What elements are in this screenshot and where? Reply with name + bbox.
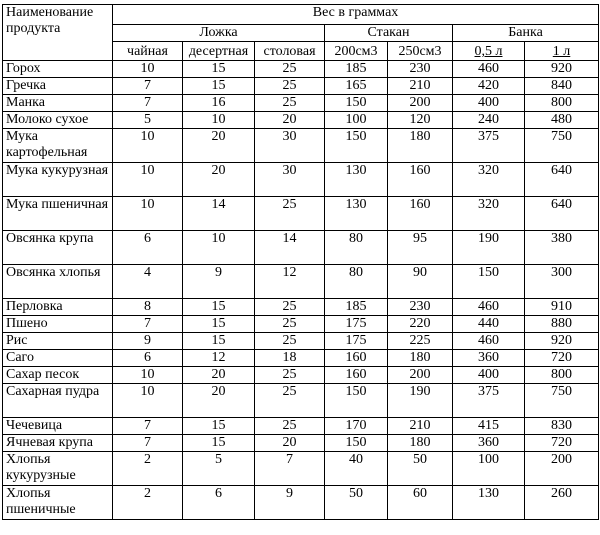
weight-cell-glass-200: 175 xyxy=(325,333,388,350)
product-name-cell: Овсянка хлопья xyxy=(3,265,113,299)
weight-cell-jar-half-liter: 375 xyxy=(453,129,525,163)
weight-cell-jar-one-liter: 750 xyxy=(525,384,599,418)
weight-cell-tablespoon: 30 xyxy=(255,129,325,163)
weight-cell-jar-half-liter: 360 xyxy=(453,350,525,367)
product-name-cell: Мука картофельная xyxy=(3,129,113,163)
product-name-cell: Овсянка крупа xyxy=(3,231,113,265)
product-name-cell: Сахарная пудра xyxy=(3,384,113,418)
weight-cell-dessert-spoon: 6 xyxy=(183,486,255,520)
product-name-cell: Мука пшеничная xyxy=(3,197,113,231)
table-row xyxy=(3,129,599,163)
weight-cell-tablespoon: 25 xyxy=(255,61,325,78)
weight-cell-glass-250: 60 xyxy=(388,486,453,520)
weight-cell-teaspoon: 6 xyxy=(113,231,183,265)
weight-cell-glass-250: 90 xyxy=(388,265,453,299)
weight-cell-tablespoon: 14 xyxy=(255,231,325,265)
weight-cell-teaspoon: 9 xyxy=(113,333,183,350)
weight-cell-tablespoon: 25 xyxy=(255,78,325,95)
weight-cell-jar-half-liter: 460 xyxy=(453,333,525,350)
weight-cell-teaspoon: 2 xyxy=(113,486,183,520)
weight-cell-dessert-spoon: 20 xyxy=(183,129,255,163)
weight-cell-glass-250: 120 xyxy=(388,112,453,129)
weight-cell-glass-250: 225 xyxy=(388,333,453,350)
product-name-cell: Молоко сухое xyxy=(3,112,113,129)
weight-cell-teaspoon: 7 xyxy=(113,78,183,95)
weight-cell-tablespoon: 25 xyxy=(255,316,325,333)
weight-cell-jar-half-liter: 100 xyxy=(453,452,525,486)
weight-cell-teaspoon: 7 xyxy=(113,418,183,435)
subheader-jar-one-liter xyxy=(525,42,599,61)
product-name-header: Наименование продукта xyxy=(3,5,113,61)
weight-cell-glass-250: 230 xyxy=(388,299,453,316)
weight-cell-glass-200: 150 xyxy=(325,435,388,452)
weight-cell-jar-one-liter: 920 xyxy=(525,61,599,78)
weight-cell-jar-one-liter: 200 xyxy=(525,452,599,486)
product-name-cell: Манка xyxy=(3,95,113,112)
table-row xyxy=(3,486,599,520)
weight-cell-glass-200: 160 xyxy=(325,350,388,367)
weight-cell-glass-250: 180 xyxy=(388,350,453,367)
product-name-cell: Саго xyxy=(3,350,113,367)
group-header-spoon: Ложка xyxy=(113,25,325,42)
weight-cell-jar-one-liter: 260 xyxy=(525,486,599,520)
weight-cell-teaspoon: 6 xyxy=(113,350,183,367)
weight-cell-glass-200: 100 xyxy=(325,112,388,129)
weight-cell-jar-one-liter: 800 xyxy=(525,367,599,384)
table-row xyxy=(3,452,599,486)
weight-cell-dessert-spoon: 10 xyxy=(183,231,255,265)
weight-cell-glass-200: 185 xyxy=(325,61,388,78)
weight-cell-jar-half-liter: 150 xyxy=(453,265,525,299)
weight-cell-jar-half-liter: 130 xyxy=(453,486,525,520)
weight-cell-glass-250: 95 xyxy=(388,231,453,265)
weight-cell-jar-one-liter: 830 xyxy=(525,418,599,435)
weight-cell-jar-half-liter: 440 xyxy=(453,316,525,333)
weight-cell-teaspoon: 10 xyxy=(113,61,183,78)
subheader-teaspoon: чайная xyxy=(113,42,183,61)
weight-cell-dessert-spoon: 15 xyxy=(183,78,255,95)
weight-cell-jar-half-liter: 420 xyxy=(453,78,525,95)
table-row xyxy=(3,384,599,418)
weight-cell-tablespoon: 20 xyxy=(255,435,325,452)
weight-cell-glass-250: 190 xyxy=(388,384,453,418)
weight-cell-tablespoon: 30 xyxy=(255,163,325,197)
weight-cell-jar-half-liter: 460 xyxy=(453,61,525,78)
weight-cell-tablespoon: 25 xyxy=(255,418,325,435)
weights-table xyxy=(2,4,599,520)
subheader-jar-half-liter-label: 0,5 л xyxy=(474,44,503,59)
subheader-jar-one-liter-label: 1 л xyxy=(552,44,571,59)
weight-cell-jar-one-liter: 800 xyxy=(525,95,599,112)
subheader-jar-half-liter xyxy=(453,42,525,61)
weight-cell-jar-one-liter: 840 xyxy=(525,78,599,95)
weight-cell-teaspoon: 10 xyxy=(113,129,183,163)
weight-cell-glass-250: 180 xyxy=(388,435,453,452)
weight-cell-glass-200: 80 xyxy=(325,231,388,265)
weight-cell-jar-one-liter: 910 xyxy=(525,299,599,316)
weight-cell-dessert-spoon: 15 xyxy=(183,418,255,435)
weight-cell-dessert-spoon: 15 xyxy=(183,316,255,333)
weight-cell-jar-one-liter: 640 xyxy=(525,163,599,197)
weight-cell-jar-half-liter: 360 xyxy=(453,435,525,452)
weight-cell-glass-250: 230 xyxy=(388,61,453,78)
product-name-cell: Перловка xyxy=(3,299,113,316)
subheader-tablespoon: столовая xyxy=(255,42,325,61)
group-header-glass: Стакан xyxy=(325,25,453,42)
weight-cell-jar-half-liter: 320 xyxy=(453,197,525,231)
table-row xyxy=(3,265,599,299)
table-row xyxy=(3,231,599,265)
weight-cell-tablespoon: 25 xyxy=(255,197,325,231)
weight-cell-tablespoon: 25 xyxy=(255,367,325,384)
weight-cell-jar-one-liter: 880 xyxy=(525,316,599,333)
weight-cell-dessert-spoon: 5 xyxy=(183,452,255,486)
weight-cell-tablespoon: 25 xyxy=(255,333,325,350)
weight-cell-jar-half-liter: 400 xyxy=(453,95,525,112)
weight-cell-jar-one-liter: 300 xyxy=(525,265,599,299)
table-row xyxy=(3,418,599,435)
weight-cell-tablespoon: 12 xyxy=(255,265,325,299)
weight-cell-jar-one-liter: 720 xyxy=(525,435,599,452)
weight-cell-glass-250: 200 xyxy=(388,367,453,384)
table-row xyxy=(3,61,599,78)
weight-cell-dessert-spoon: 14 xyxy=(183,197,255,231)
weight-cell-teaspoon: 8 xyxy=(113,299,183,316)
weight-cell-jar-half-liter: 415 xyxy=(453,418,525,435)
weight-cell-jar-half-liter: 240 xyxy=(453,112,525,129)
weight-cell-teaspoon: 7 xyxy=(113,435,183,452)
weight-header: Вес в граммах xyxy=(113,5,599,25)
table-row xyxy=(3,299,599,316)
weight-cell-teaspoon: 7 xyxy=(113,316,183,333)
weight-cell-tablespoon: 25 xyxy=(255,95,325,112)
product-name-cell: Хлопья кукурузные xyxy=(3,452,113,486)
table-row xyxy=(3,367,599,384)
weight-cell-teaspoon: 7 xyxy=(113,95,183,112)
weight-cell-teaspoon: 10 xyxy=(113,197,183,231)
weight-cell-dessert-spoon: 20 xyxy=(183,367,255,384)
weight-cell-jar-one-liter: 920 xyxy=(525,333,599,350)
weight-cell-jar-one-liter: 750 xyxy=(525,129,599,163)
product-name-cell: Гречка xyxy=(3,78,113,95)
weight-cell-glass-200: 130 xyxy=(325,197,388,231)
group-header-jar: Банка xyxy=(453,25,599,42)
weight-cell-teaspoon: 10 xyxy=(113,163,183,197)
product-name-cell: Чечевица xyxy=(3,418,113,435)
weight-cell-teaspoon: 2 xyxy=(113,452,183,486)
weight-cell-tablespoon: 7 xyxy=(255,452,325,486)
weight-cell-glass-200: 150 xyxy=(325,384,388,418)
weight-cell-tablespoon: 20 xyxy=(255,112,325,129)
weight-cell-jar-one-liter: 380 xyxy=(525,231,599,265)
weight-cell-teaspoon: 4 xyxy=(113,265,183,299)
subheader-dessert-spoon: десертная xyxy=(183,42,255,61)
table-row xyxy=(3,95,599,112)
weight-cell-glass-200: 150 xyxy=(325,129,388,163)
weight-cell-glass-200: 165 xyxy=(325,78,388,95)
subheader-glass-250: 250см3 xyxy=(388,42,453,61)
weight-cell-glass-250: 220 xyxy=(388,316,453,333)
weight-cell-jar-one-liter: 640 xyxy=(525,197,599,231)
weight-cell-glass-200: 185 xyxy=(325,299,388,316)
table-row xyxy=(3,316,599,333)
table-body xyxy=(3,61,599,520)
weights-table-container xyxy=(2,4,599,520)
weight-cell-jar-half-liter: 460 xyxy=(453,299,525,316)
weight-cell-glass-200: 150 xyxy=(325,95,388,112)
weight-cell-dessert-spoon: 20 xyxy=(183,163,255,197)
subheader-glass-200: 200см3 xyxy=(325,42,388,61)
weight-cell-tablespoon: 25 xyxy=(255,299,325,316)
weight-cell-jar-half-liter: 190 xyxy=(453,231,525,265)
weight-cell-tablespoon: 18 xyxy=(255,350,325,367)
product-name-cell: Хлопья пшеничные xyxy=(3,486,113,520)
weight-cell-glass-200: 80 xyxy=(325,265,388,299)
weight-cell-glass-250: 210 xyxy=(388,78,453,95)
weight-cell-jar-half-liter: 375 xyxy=(453,384,525,418)
weight-cell-glass-200: 170 xyxy=(325,418,388,435)
table-row xyxy=(3,78,599,95)
product-name-cell: Сахар песок xyxy=(3,367,113,384)
weight-cell-dessert-spoon: 15 xyxy=(183,299,255,316)
weight-cell-jar-one-liter: 480 xyxy=(525,112,599,129)
table-row xyxy=(3,350,599,367)
weight-cell-dessert-spoon: 15 xyxy=(183,61,255,78)
weight-cell-tablespoon: 9 xyxy=(255,486,325,520)
weight-cell-dessert-spoon: 15 xyxy=(183,435,255,452)
weight-cell-jar-one-liter: 720 xyxy=(525,350,599,367)
weight-cell-glass-250: 200 xyxy=(388,95,453,112)
weight-cell-dessert-spoon: 10 xyxy=(183,112,255,129)
table-row xyxy=(3,163,599,197)
weight-cell-glass-250: 180 xyxy=(388,129,453,163)
weight-cell-jar-half-liter: 320 xyxy=(453,163,525,197)
weight-cell-dessert-spoon: 9 xyxy=(183,265,255,299)
weight-cell-glass-200: 175 xyxy=(325,316,388,333)
weight-cell-glass-250: 160 xyxy=(388,163,453,197)
weight-cell-teaspoon: 10 xyxy=(113,384,183,418)
table-row xyxy=(3,333,599,350)
table-row xyxy=(3,112,599,129)
product-name-cell: Горох xyxy=(3,61,113,78)
product-name-cell: Мука кукурузная xyxy=(3,163,113,197)
weight-cell-glass-250: 160 xyxy=(388,197,453,231)
weight-cell-tablespoon: 25 xyxy=(255,384,325,418)
weight-cell-glass-200: 40 xyxy=(325,452,388,486)
table-row xyxy=(3,197,599,231)
weight-cell-glass-250: 50 xyxy=(388,452,453,486)
weight-cell-glass-250: 210 xyxy=(388,418,453,435)
weight-cell-glass-200: 160 xyxy=(325,367,388,384)
weight-cell-dessert-spoon: 15 xyxy=(183,333,255,350)
weight-cell-dessert-spoon: 20 xyxy=(183,384,255,418)
product-name-cell: Рис xyxy=(3,333,113,350)
weight-cell-glass-200: 130 xyxy=(325,163,388,197)
product-name-cell: Ячневая крупа xyxy=(3,435,113,452)
weight-cell-teaspoon: 10 xyxy=(113,367,183,384)
weight-cell-dessert-spoon: 16 xyxy=(183,95,255,112)
table-row xyxy=(3,435,599,452)
product-name-cell: Пшено xyxy=(3,316,113,333)
weight-cell-teaspoon: 5 xyxy=(113,112,183,129)
weight-cell-glass-200: 50 xyxy=(325,486,388,520)
weight-cell-dessert-spoon: 12 xyxy=(183,350,255,367)
weight-cell-jar-half-liter: 400 xyxy=(453,367,525,384)
